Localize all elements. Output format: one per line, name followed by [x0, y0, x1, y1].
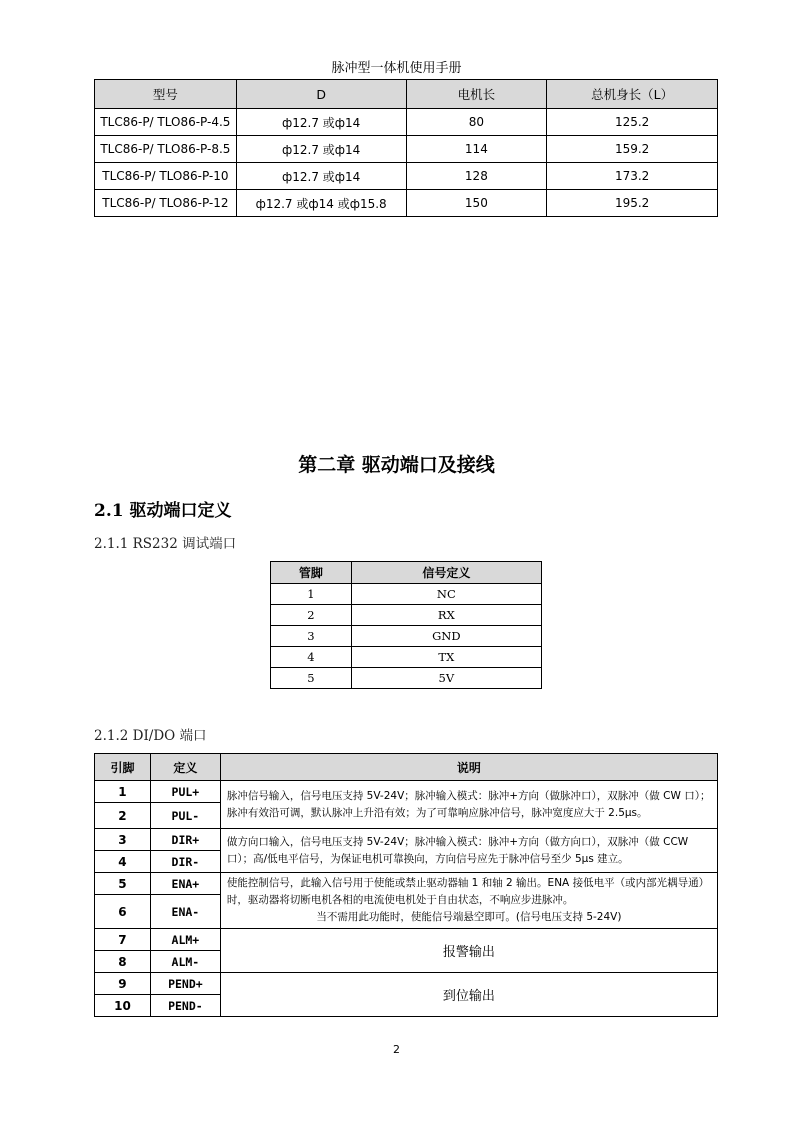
- table-cell: 114: [406, 136, 547, 163]
- table-cell: ф12.7 或ф14: [236, 109, 406, 136]
- subsection-title-dido: 2.1.2 DI/DO 端口: [94, 728, 207, 744]
- table-cell: 150: [406, 190, 547, 217]
- column-header: 电机长: [406, 80, 547, 109]
- table-cell: 195.2: [547, 190, 718, 217]
- table-header-row: [271, 562, 542, 584]
- column-header: 说明: [220, 754, 717, 781]
- table-row: [271, 626, 542, 647]
- table-cell: TLC86-P/ TLO86-P-10: [95, 163, 237, 190]
- page-header: 脉冲型一体机使用手册: [331, 61, 462, 76]
- pin-definition: PEND+: [150, 973, 220, 995]
- pin-definition: ALM+: [150, 929, 220, 951]
- table-cell: 5: [271, 668, 352, 689]
- table-cell: 3: [271, 626, 352, 647]
- pin-number: 4: [95, 851, 151, 873]
- table-cell: TLC86-P/ TLO86-P-12: [95, 190, 237, 217]
- dido-table: [94, 753, 718, 1017]
- table-cell: 5V: [351, 668, 541, 689]
- column-header: 定义: [150, 754, 220, 781]
- table-row: [95, 109, 718, 136]
- pin-description: 到位输出: [220, 973, 717, 1017]
- table-cell: TLC86-P/ TLO86-P-8.5: [95, 136, 237, 163]
- table-cell: GND: [351, 626, 541, 647]
- pin-description: 脉冲信号输入，信号电压支持 5V-24V；脉冲输入模式：脉冲+方向（做脉冲口），双脉冲（做 CW 口）；脉冲有效沿可调，默认脉冲上升沿有效；为了可靠响应脉冲信号，脉冲宽度应大于 2.5μs。: [220, 781, 717, 829]
- table-row: [95, 136, 718, 163]
- pin-description: 报警输出: [220, 929, 717, 973]
- table-cell: ф12.7 或ф14 或ф15.8: [236, 190, 406, 217]
- table-cell: RX: [351, 605, 541, 626]
- table-header-row: [95, 80, 718, 109]
- pin-definition: ENA-: [150, 895, 220, 929]
- table-cell: 2: [271, 605, 352, 626]
- section-title: 2.1 驱动端口定义: [94, 501, 232, 521]
- column-header: 总机身长（L）: [547, 80, 718, 109]
- table-row: [95, 829, 718, 851]
- table-cell: 4: [271, 647, 352, 668]
- page-number: 2: [393, 1043, 400, 1056]
- table-row: [95, 781, 718, 803]
- table-cell: 80: [406, 109, 547, 136]
- spec-table: [94, 79, 718, 217]
- table-row: [271, 668, 542, 689]
- table-cell: TX: [351, 647, 541, 668]
- rs232-table: [270, 561, 542, 689]
- pin-number: 3: [95, 829, 151, 851]
- table-cell: 173.2: [547, 163, 718, 190]
- ena-description-note: 当不需用此功能时，使能信号端悬空即可。(信号电压支持 5-24V): [316, 911, 622, 923]
- table-header-row: [95, 754, 718, 781]
- column-header: 型号: [95, 80, 237, 109]
- column-header: 引脚: [95, 754, 151, 781]
- pin-number: 6: [95, 895, 151, 929]
- table-row: [95, 873, 718, 895]
- table-cell: 128: [406, 163, 547, 190]
- table-cell: ф12.7 或ф14: [236, 163, 406, 190]
- pin-definition: PUL+: [150, 781, 220, 803]
- column-header: 管脚: [271, 562, 352, 584]
- pin-description: [220, 873, 717, 929]
- table-cell: NC: [351, 584, 541, 605]
- pin-description: 做方向口输入，信号电压支持 5V-24V；脉冲输入模式：脉冲+方向（做方向口），双脉冲（做 CCW 口）；高/低电平信号，为保证电机可靠换向，方向信号应先于脉冲信号至少 5μs 建立。: [220, 829, 717, 873]
- pin-number: 2: [95, 803, 151, 829]
- pin-number: 9: [95, 973, 151, 995]
- ena-description-main: 使能控制信号，此输入信号用于使能或禁止驱动器轴 1 和轴 2 输出。ENA 接低电平（或内部光耦导通）时，驱动器将切断电机各相的电流使电机处于自由状态，不响应步进脉冲。: [226, 877, 710, 906]
- column-header: 信号定义: [351, 562, 541, 584]
- pin-definition: DIR+: [150, 829, 220, 851]
- pin-number: 10: [95, 995, 151, 1017]
- pin-definition: ALM-: [150, 951, 220, 973]
- table-cell: TLC86-P/ TLO86-P-4.5: [95, 109, 237, 136]
- table-cell: 125.2: [547, 109, 718, 136]
- table-cell: 1: [271, 584, 352, 605]
- table-row: [95, 929, 718, 951]
- table-row: [95, 973, 718, 995]
- chapter-title: 第二章 驱动端口及接线: [298, 454, 495, 476]
- column-header: D: [236, 80, 406, 109]
- table-row: [95, 163, 718, 190]
- subsection-title-rs232: 2.1.1 RS232 调试端口: [94, 536, 237, 552]
- table-row: [271, 647, 542, 668]
- table-cell: ф12.7 或ф14: [236, 136, 406, 163]
- pin-definition: PUL-: [150, 803, 220, 829]
- table-row: [271, 584, 542, 605]
- pin-definition: ENA+: [150, 873, 220, 895]
- pin-number: 5: [95, 873, 151, 895]
- pin-definition: DIR-: [150, 851, 220, 873]
- pin-definition: PEND-: [150, 995, 220, 1017]
- table-row: [95, 190, 718, 217]
- pin-number: 8: [95, 951, 151, 973]
- table-row: [271, 605, 542, 626]
- pin-number: 7: [95, 929, 151, 951]
- pin-number: 1: [95, 781, 151, 803]
- table-cell: 159.2: [547, 136, 718, 163]
